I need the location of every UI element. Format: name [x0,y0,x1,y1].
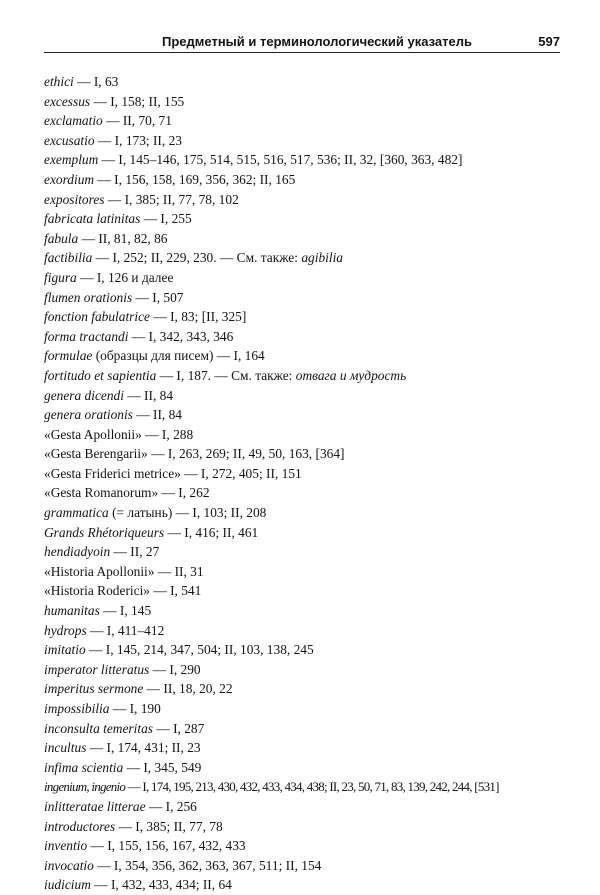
index-entry [44,248,564,268]
index-references: — II, 18, 20, 22 [143,681,233,697]
index-entry [44,288,564,308]
index-term: genera orationis [44,407,133,423]
index-entry [44,268,564,288]
index-references: — I, 156, 158, 169, 356, 362; II, 165 [94,171,296,187]
index-entry [44,464,564,484]
index-term: hydrops [44,622,87,638]
index-references: — I, 145–146, 175, 514, 515, 516, 517, 536; II, 32, [360, 363, 482] [98,152,463,168]
index-references: — I, 174, 195, 213, 430, 432, 433, 434, 438; II, 23, 50, 71, 83, 139, 242, 244, [531] [125,779,499,795]
index-term: formulae [44,348,93,364]
index-entry [44,425,564,445]
index-entry [44,875,564,895]
index-entry [44,346,564,366]
index-references: — I, 385; II, 77, 78, 102 [104,191,239,207]
index-term: fonction fabulatrice [44,309,150,325]
index-term: imitatio [44,642,86,658]
index-term: figura [44,269,77,285]
index-term: «Historia Roderici» [44,583,150,599]
index-references: — I, 416; II, 461 [164,524,259,540]
index-entry [44,366,564,386]
index-references: — I, 174, 431; II, 23 [86,740,201,756]
index-entry [44,92,564,112]
index-term: «Gesta Romanorum» [44,485,159,501]
index-references: — I, 342, 343, 346 [128,328,234,344]
index-entry [44,777,564,797]
index-term: fortitudo et sapientia [44,367,157,383]
index-references: — I, 155, 156, 167, 432, 433 [87,838,246,854]
index-term: «Gesta Berengarii» [44,446,148,462]
index-entry [44,503,564,523]
index-references: — I, 288 [141,426,194,442]
index-term: iudicium [44,877,91,893]
index-term: expositores [44,191,105,207]
index-references: — I, 507 [132,289,184,305]
index-references: — I, 126 и далее [76,269,174,285]
index-term: exclamatio [44,113,103,129]
index-references: — I, 252; II, 229, 230. — См. также: [92,250,302,266]
index-references: — I, 287 [152,720,205,736]
running-header [44,26,560,53]
index-term: «Gesta Apollonii» [44,426,142,442]
index-references: — I, 432, 433, 434; II, 64 [90,877,232,893]
index-term: incultus [44,740,87,756]
index-entry [44,679,564,699]
index-entry [44,111,564,131]
index-entry [44,660,564,680]
index-references: — I, 385; II, 77, 78 [115,818,223,834]
index-entry [44,621,564,641]
index-term: introductores [44,818,116,834]
index-term: grammatica [44,505,109,521]
index-references: — I, 541 [150,583,202,599]
index-term: Grands Rhétoriqueurs [44,524,165,540]
index-term: imperitus sermone [44,681,144,697]
index-entry [44,836,564,856]
index-entry [44,229,564,249]
index-term: excusatio [44,132,95,148]
index-references: — I, 354, 356, 362, 363, 367, 511; II, 154 [93,857,322,873]
index-references: — I, 256 [145,798,197,814]
index-term: ingenium, ingenio [44,779,126,795]
index-term: inventio [44,838,88,854]
index-term: infima scientia [44,759,124,775]
index-entry [44,797,564,817]
running-title: Предметный и терминолологический указатель [162,34,472,49]
index-entry [44,483,564,503]
index-references: — I, 345, 549 [123,759,202,775]
index-entry [44,719,564,739]
index-term: genera dicendi [44,387,124,403]
index-entry [44,738,564,758]
index-references: — I, 83; [II, 325] [150,309,247,325]
index-references: (= латынь) — I, 103; II, 208 [108,505,267,521]
index-term: inlitteratae litterae [44,798,146,814]
index-entry [44,209,564,229]
index-references: — I, 263, 269; II, 49, 50, 163, [364] [147,446,345,462]
index-references: — I, 190 [109,701,161,716]
index-references: — II, 84 [132,407,182,423]
index-entry [44,856,564,876]
index-term: hendiadyoin [44,544,111,560]
index-entry [44,405,564,425]
index-entry [44,523,564,543]
index-entry [44,601,564,621]
index-references: — I, 173; II, 23 [94,132,182,148]
index-references: — I, 158; II, 155 [90,93,185,109]
index-term: excessus [44,93,91,109]
index-entry [44,170,564,190]
index-references: — I, 145, 214, 347, 504; II, 103, 138, 245 [85,642,314,658]
index-references: — II, 31 [154,563,204,579]
index-entry [44,758,564,778]
index-entries [44,72,564,895]
index-references: — II, 84 [123,387,174,403]
index-entry [44,386,564,406]
index-entry [44,562,564,582]
index-entry [44,817,564,837]
index-term: inconsulta temeritas [44,720,153,736]
index-term: forma tractandi [44,328,129,344]
index-entry [44,327,564,347]
index-references: — I, 262 [158,485,210,501]
index-entry [44,131,564,151]
index-references: — II, 70, 71 [102,113,172,129]
index-entry [44,542,564,562]
index-entry [44,150,564,170]
index-references: — I, 272, 405; II, 151 [180,465,302,481]
index-term: flumen orationis [44,289,133,305]
index-references: — II, 27 [110,544,160,560]
see-also-term: agibilia [301,250,343,266]
index-term: «Historia Apollonii» [44,563,155,579]
index-term: factibilia [44,250,93,266]
index-term: ethici [44,74,74,89]
index-references: (образцы для писем) — I, 164 [92,348,265,364]
index-references: — I, 411–412 [86,622,165,638]
index-references: — I, 290 [149,661,201,677]
index-references: — I, 187. — См. также: [156,367,296,383]
index-entry [44,444,564,464]
index-term: fabula [44,230,79,246]
index-entry [44,581,564,601]
index-entry [44,699,564,719]
index-references: — I, 145 [99,603,152,619]
index-term: impossibilia [44,701,110,716]
page-number: 597 [538,34,560,49]
index-entry [44,307,564,327]
index-entry [44,640,564,660]
index-term: invocatio [44,857,94,873]
index-entry [44,72,564,92]
see-also-term: отвага и мудрость [295,367,407,383]
index-term: exemplum [44,152,99,168]
index-term: «Gesta Friderici metrice» [44,465,181,481]
index-entry [44,190,564,210]
index-term: fabricata latinitas [44,211,141,227]
index-term: humanitas [44,603,100,619]
index-term: imperator litteratus [44,661,150,677]
index-references: — I, 255 [140,211,192,227]
index-references: — II, 81, 82, 86 [78,230,168,246]
index-references: — I, 63 [73,74,119,89]
index-term: exordium [44,171,95,187]
